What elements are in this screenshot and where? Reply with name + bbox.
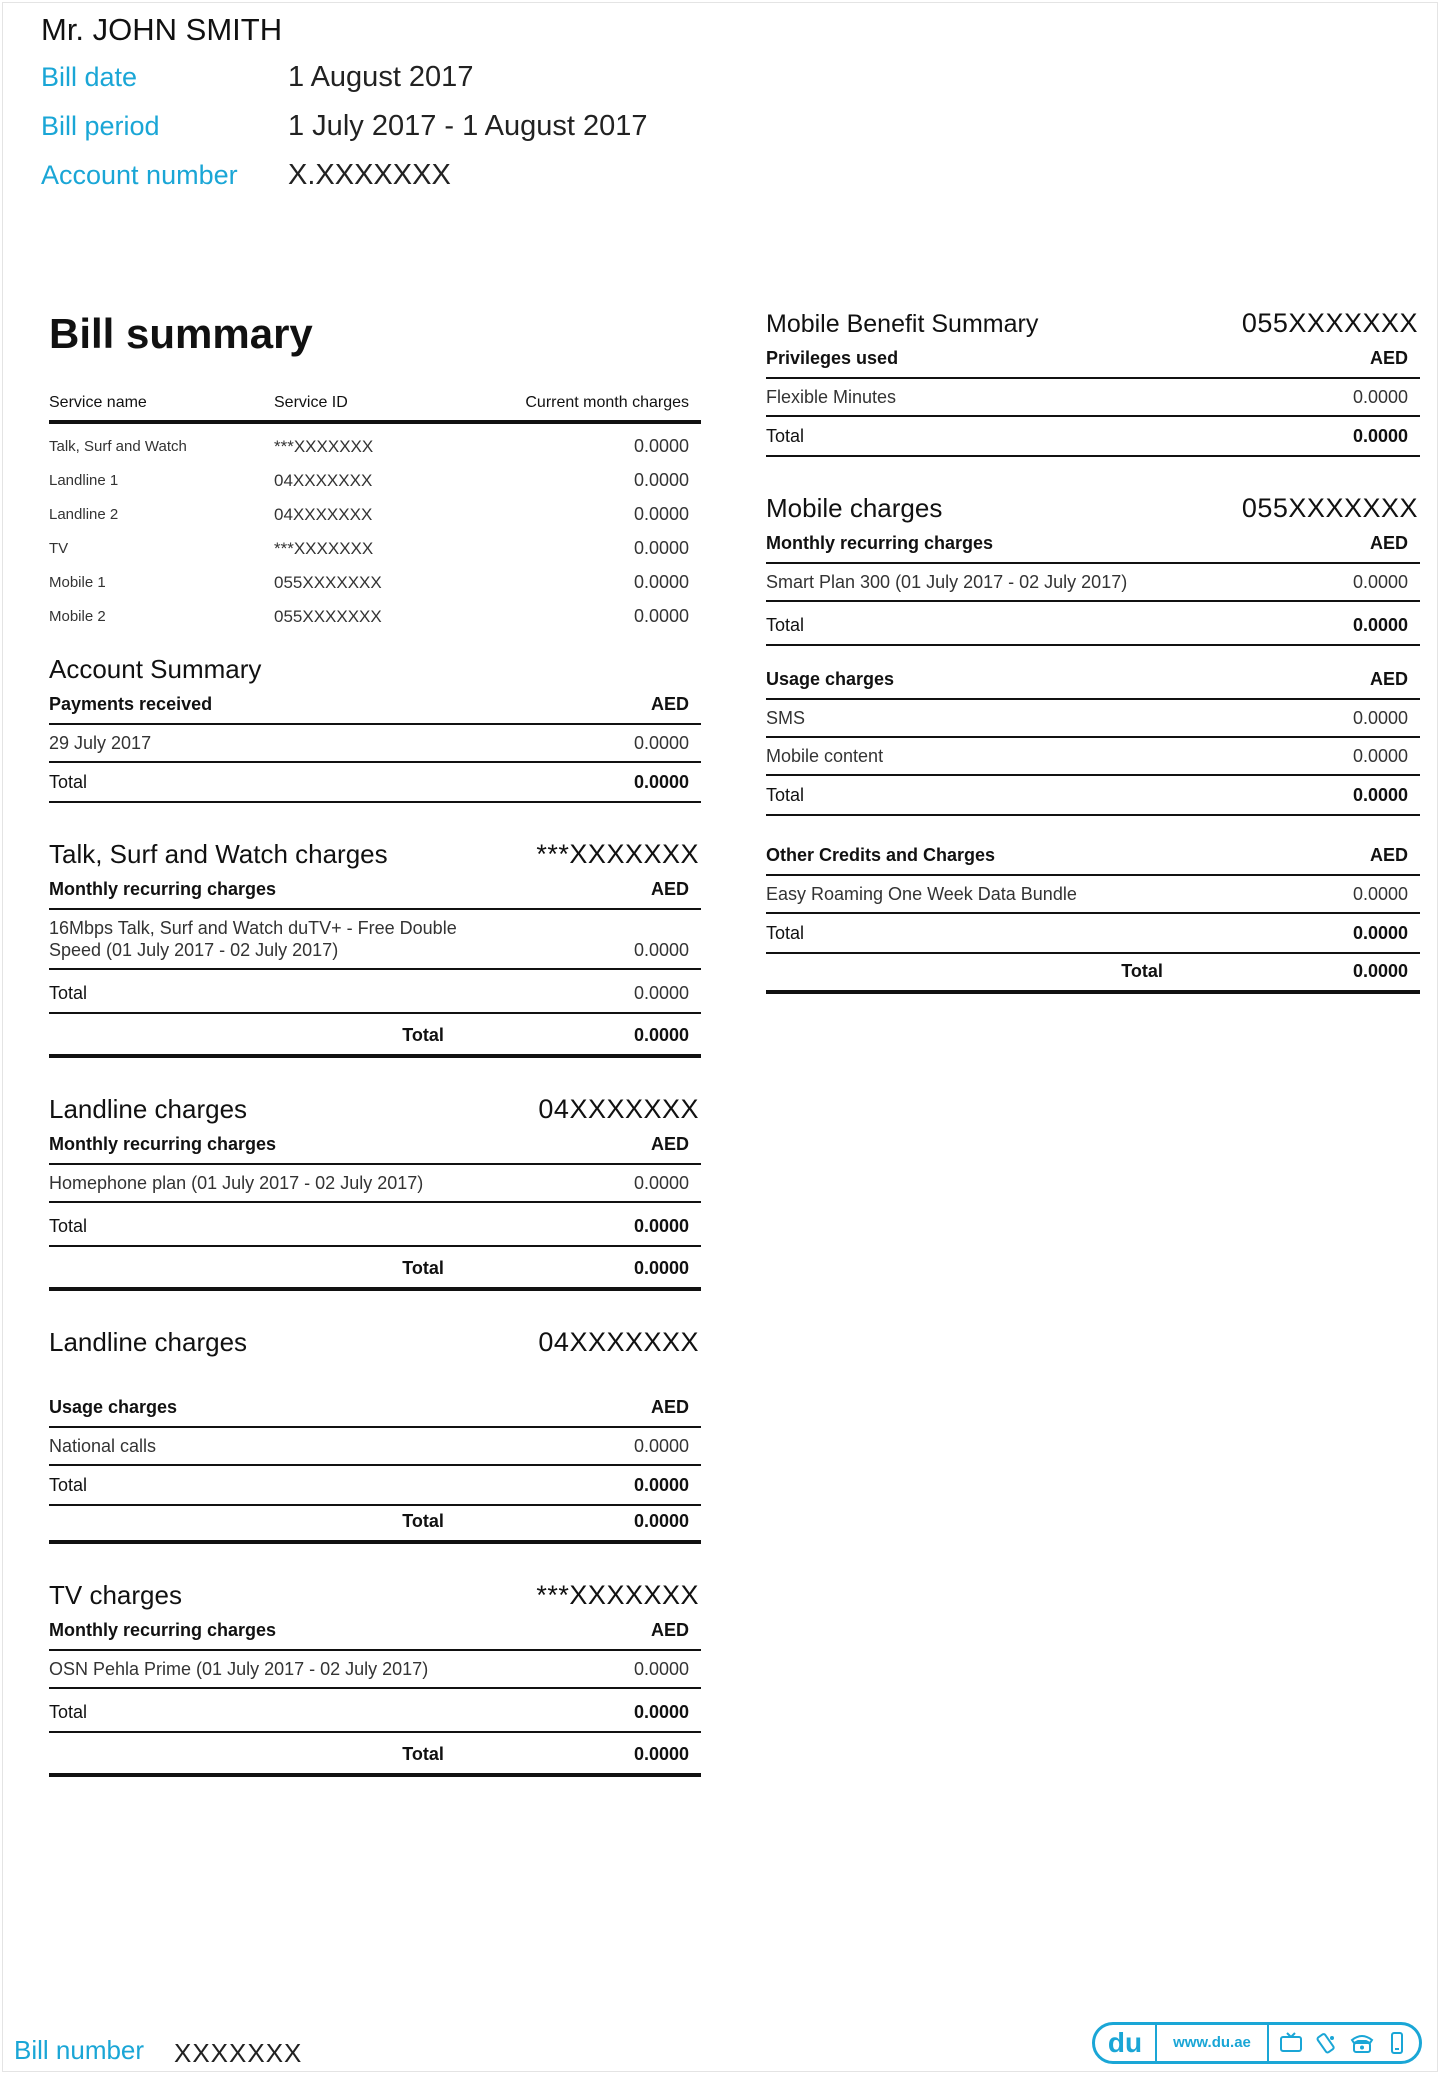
subhead-row: [49, 1125, 701, 1165]
tv-charges-section: [49, 1580, 701, 1777]
service-name-cell: TV: [49, 540, 69, 557]
item-desc: Easy Roaming One Week Data Bundle: [766, 884, 1077, 904]
subhead-row: [766, 339, 1420, 379]
subhead-label: Monthly recurring charges: [49, 879, 277, 899]
charge-cell: 0.0000: [633, 538, 689, 558]
satellite-icon: [1313, 2030, 1339, 2056]
service-name-cell: Landline 2: [49, 506, 119, 523]
total-label: Total: [49, 1475, 88, 1495]
customer-name: Mr. JOHN SMITH: [41, 12, 283, 47]
subhead-row: [766, 836, 1420, 876]
section-title: Landline charges: [49, 1327, 248, 1357]
item-amount: 0.0000: [1352, 746, 1408, 766]
item-desc: 16Mbps Talk, Surf and Watch duTV+ - Free Double Speed (01 July 2017 - 02 July 2017): [49, 918, 457, 960]
subhead-row: [766, 524, 1420, 564]
item-amount: 0.0000: [1352, 387, 1408, 407]
account-number-value: X.XXXXXXX: [288, 159, 451, 191]
subhead-label: Privileges used: [766, 348, 899, 368]
line-item: [766, 379, 1420, 417]
item-amount: 0.0000: [633, 1436, 689, 1456]
total-row: [49, 1203, 701, 1247]
table-row: [49, 466, 701, 500]
table-row: [49, 602, 701, 636]
service-name-cell: Mobile 2: [49, 608, 106, 625]
subhead-row: [49, 870, 701, 910]
du-website-link[interactable]: www.du.ae: [1157, 2025, 1269, 2061]
charge-cell: 0.0000: [633, 504, 689, 524]
total-row: [49, 970, 701, 1014]
subhead-label: Payments received: [49, 694, 213, 714]
service-id: 055XXXXXXX: [1241, 493, 1418, 523]
section-title: TV charges: [49, 1580, 182, 1610]
grand-total-row: [49, 1014, 701, 1058]
account-number-label: Account number: [41, 160, 238, 190]
total-row: [766, 914, 1420, 954]
service-id-cell: ***XXXXXXX: [274, 436, 374, 456]
line-item: [766, 738, 1420, 776]
total-amount: 0.0000: [1352, 615, 1408, 635]
item-desc: Mobile content: [766, 746, 884, 766]
bill-summary-title: Bill summary: [49, 310, 313, 357]
total-label: Total: [766, 923, 805, 943]
tv-icon: [1278, 2030, 1304, 2056]
bill-number-label: Bill number: [14, 2035, 145, 2065]
subhead-label: Monthly recurring charges: [49, 1134, 277, 1154]
bill-period-value: 1 July 2017 - 1 August 2017: [288, 110, 648, 142]
currency-label: AED: [650, 1620, 689, 1640]
grand-total-label: Total: [402, 1744, 444, 1764]
grand-total-row: [49, 1733, 701, 1777]
item-desc: OSN Pehla Prime (01 July 2017 - 02 July 2017): [49, 1659, 429, 1679]
item-amount: 0.0000: [633, 940, 689, 960]
total-row: [49, 1466, 701, 1506]
item-amount: 0.0000: [1352, 708, 1408, 728]
total-amount: 0.0000: [633, 1702, 689, 1722]
subhead-row: [49, 685, 701, 725]
landline1-charges-section: [49, 1094, 701, 1291]
line-item: [49, 910, 701, 970]
section-title: Mobile charges: [766, 493, 943, 523]
mobile-phone-icon: [1384, 2030, 1410, 2056]
item-amount: 0.0000: [633, 1659, 689, 1679]
col-service-name: Service name: [49, 394, 274, 422]
bill-date-label: Bill date: [41, 62, 138, 92]
total-label: Total: [766, 426, 805, 446]
du-brand-badge: [1092, 2022, 1422, 2064]
currency-label: AED: [1369, 845, 1408, 865]
grand-total-label: Total: [402, 1025, 444, 1045]
charge-cell: 0.0000: [633, 606, 689, 626]
bill-summary-table: [49, 394, 701, 636]
mobile-benefit-section: [766, 308, 1420, 457]
service-id-cell: ***XXXXXXX: [274, 538, 374, 558]
currency-label: AED: [650, 1134, 689, 1154]
landline2-charges-section: [49, 1327, 701, 1544]
section-title: Mobile Benefit Summary: [766, 310, 1039, 338]
grand-total-row: [766, 954, 1420, 994]
currency-label: AED: [650, 879, 689, 899]
subhead-label: Usage charges: [49, 1397, 178, 1417]
bill-period-label: Bill period: [41, 111, 160, 141]
grand-total-label: Total: [402, 1511, 444, 1531]
item-desc: Smart Plan 300 (01 July 2017 - 02 July 2017): [766, 572, 1128, 592]
service-name-cell: Landline 1: [49, 472, 119, 489]
item-amount: 0.0000: [633, 733, 689, 753]
total-row: [766, 776, 1420, 816]
line-item: [49, 1428, 701, 1466]
total-amount: 0.0000: [1352, 426, 1408, 446]
section-title: Talk, Surf and Watch charges: [49, 839, 388, 869]
col-service-id: Service ID: [274, 394, 436, 422]
subhead-label: Monthly recurring charges: [766, 533, 994, 553]
item-amount: 0.0000: [1352, 884, 1408, 904]
subhead-row: [49, 1611, 701, 1651]
account-summary-section: [49, 654, 701, 803]
currency-label: AED: [650, 694, 689, 714]
line-item: [49, 1651, 701, 1689]
bill-number-value: XXXXXXX: [174, 2038, 303, 2068]
subhead-row: [766, 660, 1420, 700]
item-desc: 29 July 2017: [49, 733, 152, 753]
total-amount: 0.0000: [1352, 923, 1408, 943]
section-title: Landline charges: [49, 1094, 248, 1124]
item-desc: National calls: [49, 1436, 157, 1456]
grand-total-row: [49, 1506, 701, 1544]
charge-cell: 0.0000: [633, 436, 689, 456]
grand-total-amount: 0.0000: [633, 1025, 689, 1045]
item-desc: Homephone plan (01 July 2017 - 02 July 2017): [49, 1173, 424, 1193]
tsw-charges-section: [49, 839, 701, 1058]
total-label: Total: [766, 785, 805, 805]
subhead-label: Other Credits and Charges: [766, 845, 996, 865]
total-amount: 0.0000: [633, 1475, 689, 1495]
table-row: [49, 568, 701, 602]
line-item: [766, 564, 1420, 602]
currency-label: AED: [1369, 348, 1408, 368]
line-item: [49, 725, 701, 763]
grand-total-amount: 0.0000: [633, 1744, 689, 1764]
landline-phone-icon: [1349, 2030, 1375, 2056]
item-desc: Flexible Minutes: [766, 387, 897, 407]
subhead-row: [49, 1388, 701, 1428]
col-current-charges: Current month charges: [436, 394, 701, 422]
currency-label: AED: [650, 1397, 689, 1417]
total-row: [766, 602, 1420, 646]
item-amount: 0.0000: [633, 1173, 689, 1193]
grand-total-row: [49, 1247, 701, 1291]
table-row: [49, 422, 701, 466]
total-label: Total: [49, 983, 88, 1003]
service-id: 04XXXXXXX: [538, 1094, 699, 1124]
total-label: Total: [49, 1702, 88, 1722]
currency-label: AED: [1369, 669, 1408, 689]
total-label: Total: [766, 615, 805, 635]
item-amount: 0.0000: [1352, 572, 1408, 592]
service-id-cell: 055XXXXXXX: [274, 572, 382, 592]
currency-label: AED: [1369, 533, 1408, 553]
service-name-cell: Talk, Surf and Watch: [49, 438, 187, 455]
table-row: [49, 500, 701, 534]
service-id: 04XXXXXXX: [538, 1327, 699, 1357]
charge-cell: 0.0000: [633, 470, 689, 490]
grand-total-amount: 0.0000: [633, 1511, 689, 1531]
service-id: 055XXXXXXX: [1241, 308, 1418, 338]
grand-total-amount: 0.0000: [633, 1258, 689, 1278]
total-label: Total: [49, 1216, 88, 1236]
grand-total-amount: 0.0000: [1352, 961, 1408, 981]
grand-total-label: Total: [1121, 961, 1163, 981]
service-id-cell: 04XXXXXXX: [274, 504, 373, 524]
service-id-cell: 055XXXXXXX: [274, 606, 382, 626]
total-label: Total: [49, 772, 88, 792]
total-amount: 0.0000: [633, 1216, 689, 1236]
total-row: [766, 417, 1420, 457]
item-desc: SMS: [766, 708, 806, 728]
grand-total-label: Total: [402, 1258, 444, 1278]
line-item: [766, 876, 1420, 914]
left-column: [49, 300, 701, 1777]
charge-cell: 0.0000: [633, 572, 689, 592]
service-id: ***XXXXXXX: [536, 1580, 699, 1610]
total-amount: 0.0000: [633, 772, 689, 792]
service-icons: [1269, 2030, 1419, 2056]
line-item: [49, 1165, 701, 1203]
total-row: [49, 1689, 701, 1733]
service-id-cell: 04XXXXXXX: [274, 470, 373, 490]
right-column: [766, 300, 1420, 994]
table-row: [49, 534, 701, 568]
service-name-cell: Mobile 1: [49, 574, 106, 591]
total-amount: 0.0000: [1352, 785, 1408, 805]
subhead-label: Monthly recurring charges: [49, 1620, 277, 1640]
subhead-label: Usage charges: [766, 669, 895, 689]
total-amount: 0.0000: [633, 983, 689, 1003]
service-id: ***XXXXXXX: [536, 839, 699, 869]
mobile-charges-section: [766, 493, 1420, 994]
line-item: [766, 700, 1420, 738]
total-row: [49, 763, 701, 803]
bill-date-value: 1 August 2017: [288, 61, 474, 93]
section-title: Account Summary: [49, 654, 262, 684]
du-logo: du: [1095, 2025, 1157, 2061]
